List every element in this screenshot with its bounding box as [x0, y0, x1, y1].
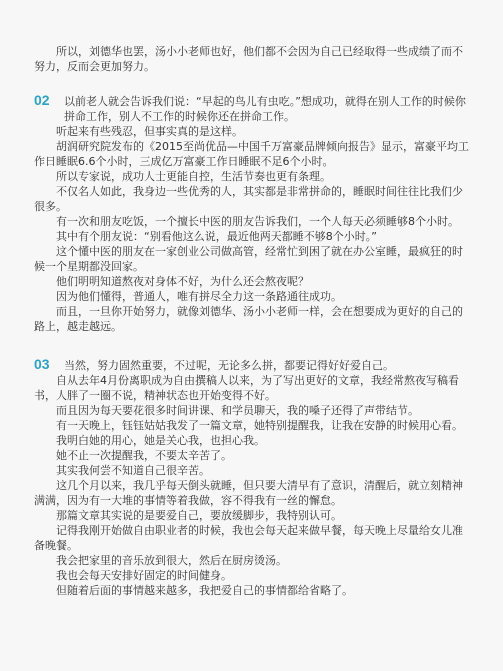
- section-number: 03: [34, 356, 50, 372]
- paragraph: 有一天晚上，钰钰姑姑我发了一篇文章，她特别提醒我，让我在安静的时候用心看。: [56, 419, 463, 432]
- paragraph: 记得我刚开始做自由职业者的时候，我也会每天起来做早餐，每天晚上尽量给女儿准备晚餐。: [34, 524, 463, 552]
- paragraph: 其中有个朋友说：“别看他这么说，最近他两天都睡不够8个小时。”: [56, 230, 377, 243]
- paragraph: 其实我何尝不知道自己很辛苦。: [56, 464, 210, 477]
- section-02: [34, 94, 471, 334]
- paragraph: 他们明明知道熬夜对身体不好，为什么还会熬夜呢？: [56, 275, 309, 288]
- section-number: 02: [34, 92, 50, 108]
- section-head: [34, 94, 471, 124]
- paragraph: 以前老人就会告诉我们说：“早起的鸟儿有虫吃。”想成功，就得在别人工作的时候你拼命工作，别人不工作的时候你还在拼命工作。: [64, 95, 466, 123]
- paragraph: 所以专家说，成功人士更能自控，生活节奏也更有条理。: [56, 170, 331, 183]
- paragraph: 所以，刘德华也罢，汤小小老师也好，他们都不会因为自己已经取得一些成绩了而不努力，反而会更加努力。: [34, 45, 463, 73]
- paragraph: 自从去年4月份离职成为自由撰稿人以来，为了写出更好的文章，我经常熬夜写稿看书，人胖了一圈不说，精神状态也开始变得不好。: [34, 374, 459, 402]
- paragraph: 她不止一次提醒我，不要太辛苦了。: [56, 449, 232, 462]
- paragraph: 不仅名人如此，我身边一些优秀的人，其实都是非常拼命的，睡眠时间往往比我们少很多。: [34, 185, 463, 213]
- paragraph: 因为他们懂得，普通人，唯有拼尽全力这一条路通往成功。: [56, 290, 342, 303]
- paragraph: 这几个月以来，我几乎每天倒头就睡，但只要大清早有了意识，清醒后，就立刻精神满满，因为有一大堆的事情等着我做，容不得我有一丝的懈怠。: [34, 479, 463, 507]
- section-head: [34, 358, 471, 373]
- paragraph: 我明白她的用心，她是关心我，也担心我。: [56, 434, 265, 447]
- paragraph: 而且因为每天要花很多时间讲课、和学员聊天，我的嗓子还得了声带结节。: [56, 404, 419, 417]
- paragraph: 胡润研究院发布的《2015至尚优品—中国千万富豪品牌倾向报告》显示，富豪平均工作日睡眠6.6个小时，三成亿万富豪工作日睡眠不足6个小时。: [34, 140, 469, 168]
- paragraph: 而且，一旦你开始努力，就像刘德华、汤小小老师一样，会在想要成为更好的自己的路上，越走越远。: [34, 305, 463, 333]
- intro-block: [34, 44, 471, 74]
- paragraph: 我会把家里的音乐放到很大，然后在厨房烫汤。: [56, 554, 287, 567]
- paragraph: 听起来有些残忍，但事实真的是这样。: [56, 125, 243, 138]
- paragraph: 那篇文章其实说的是要爱自己，要放缓脚步，我特别认可。: [56, 509, 342, 522]
- paragraph: 但随着后面的事情越来越多，我把爱自己的事情都给省略了。: [56, 584, 353, 597]
- section-03: [34, 358, 471, 598]
- paragraph: 我也会每天安排好固定的时间健身。: [56, 569, 232, 582]
- paragraph: 这个懂中医的朋友在一家创业公司做高管，经常忙到困了就在办公室睡，最疯狂的时候一个星期都没回家。: [34, 245, 463, 273]
- paragraph: 当然，努力固然重要，不过呢，无论多么拼，都要记得好好爱自己。: [64, 359, 394, 372]
- paragraph: 有一次和朋友吃饭，一个擅长中医的朋友告诉我们，一个人每天必须睡够8个小时。: [56, 215, 459, 228]
